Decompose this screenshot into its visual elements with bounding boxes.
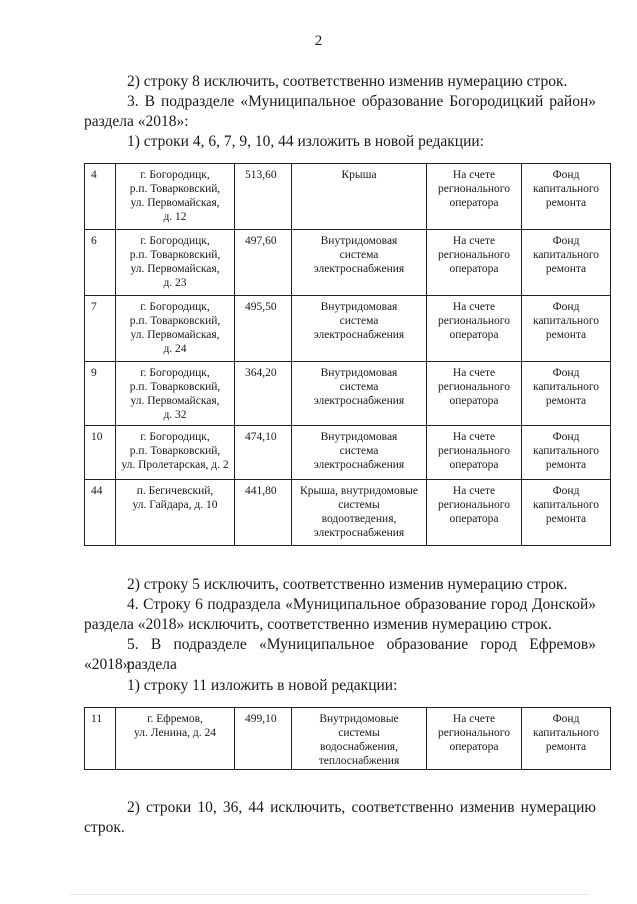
account-cell-line: оператора xyxy=(449,459,499,471)
bogoroditsk-table xyxy=(84,163,611,546)
fund-cell-line: ремонта xyxy=(545,513,587,525)
area-cell: 495,50 xyxy=(235,296,292,362)
address-cell xyxy=(116,362,235,426)
fund-cell-line: капитального xyxy=(532,249,600,261)
account-cell-line: На счете xyxy=(452,367,496,379)
work-type-cell-line: система xyxy=(339,315,379,327)
work-type-cell xyxy=(292,480,427,546)
fund-cell xyxy=(522,362,611,426)
address-cell-line: г. Ефремов, xyxy=(147,713,203,725)
fund-cell-line: ремонта xyxy=(545,329,587,341)
account-cell-line: На счете xyxy=(452,485,496,497)
account-cell xyxy=(427,362,522,426)
fund-cell xyxy=(522,708,611,770)
row-number: 9 xyxy=(85,362,116,426)
scan-artifact-line xyxy=(70,894,590,895)
fund-cell-line: капитального xyxy=(532,445,600,457)
work-type-cell-line: Крыша, внутридомовые xyxy=(300,485,418,497)
account-cell-line: регионального xyxy=(438,249,510,261)
page-number: 2 xyxy=(314,33,323,49)
account-cell-line: регионального xyxy=(438,727,510,739)
address-cell xyxy=(116,708,235,770)
paragraph-exclude-line-5: 2) строку 5 исключить, соответственно изменив нумерацию строк. xyxy=(127,576,568,593)
address-cell-line: ул. Пролетарская, д. 2 xyxy=(121,459,229,471)
table-row xyxy=(85,708,611,770)
fund-cell-line: Фонд xyxy=(552,367,580,379)
address-cell-line: д. 12 xyxy=(163,211,187,223)
account-cell-line: На счете xyxy=(452,301,496,313)
table-row xyxy=(85,296,611,362)
fund-cell-line: ремонта xyxy=(545,395,587,407)
fund-cell-line: Фонд xyxy=(552,713,580,725)
paragraph-efremov-heading-1: 5. В подразделе «Муниципальное образование город Ефремов» раздела xyxy=(127,636,596,673)
work-type-cell xyxy=(292,230,427,296)
paragraph-exclude-rows-2: строк. xyxy=(84,819,125,836)
table-row xyxy=(85,230,611,296)
paragraph-donskoy-2: раздела «2018» исключить, соответственно изменив нумерацию строк. xyxy=(84,616,552,633)
address-cell xyxy=(116,480,235,546)
work-type-cell-line: водоотведения, xyxy=(321,513,397,525)
fund-cell xyxy=(522,296,611,362)
work-type-cell-line: система xyxy=(339,249,379,261)
area-cell: 364,20 xyxy=(235,362,292,426)
row-number: 4 xyxy=(85,164,116,230)
paragraph-donskoy-1: 4. Строку 6 подраздела «Муниципальное образование город Донской» xyxy=(127,596,596,613)
address-cell-line: г. Богородицк, xyxy=(140,301,210,313)
account-cell-line: оператора xyxy=(449,329,499,341)
account-cell-line: На счете xyxy=(452,431,496,443)
address-cell-line: р.п. Товарковский, xyxy=(129,249,221,261)
fund-cell-line: капитального xyxy=(532,727,600,739)
address-cell-line: ул. Первомайская, xyxy=(130,197,220,209)
fund-cell-line: капитального xyxy=(532,315,600,327)
account-cell-line: оператора xyxy=(449,513,499,525)
row-number: 6 xyxy=(85,230,116,296)
area-cell: 513,60 xyxy=(235,164,292,230)
work-type-cell-line: Внутридомовая xyxy=(320,235,398,247)
table-row xyxy=(85,480,611,546)
address-cell-line: р.п. Товарковский, xyxy=(129,381,221,393)
work-type-cell xyxy=(292,426,427,480)
efremov-table xyxy=(84,707,611,770)
fund-cell-line: ремонта xyxy=(545,459,587,471)
row-number: 11 xyxy=(85,708,116,770)
paragraph-exclude-line-8: 2) строку 8 исключить, соответственно изменив нумерацию строк. xyxy=(127,73,568,90)
address-cell xyxy=(116,296,235,362)
address-cell-line: р.п. Товарковский, xyxy=(129,445,221,457)
work-type-cell-line: системы xyxy=(338,727,380,739)
fund-cell-line: ремонта xyxy=(545,741,587,753)
work-type-cell xyxy=(292,164,427,230)
work-type-cell-line: Крыша xyxy=(341,169,377,181)
paragraph-rows-restate: 1) строки 4, 6, 7, 9, 10, 44 изложить в новой редакции: xyxy=(127,133,484,150)
address-cell-line: ул. Первомайская, xyxy=(130,329,220,341)
row-number: 44 xyxy=(85,480,116,546)
address-cell-line: д. 23 xyxy=(163,277,187,289)
fund-cell-line: капитального xyxy=(532,499,600,511)
account-cell-line: регионального xyxy=(438,315,510,327)
address-cell-line: г. Богородицк, xyxy=(140,169,210,181)
work-type-cell-line: система xyxy=(339,445,379,457)
fund-cell-line: капитального xyxy=(532,183,600,195)
address-cell xyxy=(116,426,235,480)
account-cell-line: На счете xyxy=(452,169,496,181)
account-cell-line: регионального xyxy=(438,499,510,511)
row-number: 10 xyxy=(85,426,116,480)
work-type-cell-line: водоснабжения, xyxy=(320,741,398,753)
fund-cell xyxy=(522,426,611,480)
address-cell-line: ул. Гайдара, д. 10 xyxy=(132,499,218,511)
table-row xyxy=(85,426,611,480)
work-type-cell xyxy=(292,362,427,426)
paragraph-exclude-rows-1: 2) строки 10, 36, 44 исключить, соответственно изменив нумерацию xyxy=(127,799,596,816)
work-type-cell-line: системы xyxy=(338,499,380,511)
account-cell-line: оператора xyxy=(449,741,499,753)
fund-cell-line: ремонта xyxy=(545,263,587,275)
account-cell-line: регионального xyxy=(438,381,510,393)
account-cell xyxy=(427,296,522,362)
work-type-cell-line: Внутридомовая xyxy=(320,431,398,443)
work-type-cell-line: Внутридомовые xyxy=(319,713,399,725)
address-cell-line: г. Богородицк, xyxy=(140,235,210,247)
paragraph-efremov-heading-2: «2018»: xyxy=(84,656,135,673)
fund-cell-line: капитального xyxy=(532,381,600,393)
table-row xyxy=(85,362,611,426)
work-type-cell-line: система xyxy=(339,381,379,393)
paragraph-bogoroditsk-heading-2: раздела «2018»: xyxy=(84,113,189,130)
work-type-cell-line: электроснабжения xyxy=(313,329,405,341)
account-cell-line: регионального xyxy=(438,445,510,457)
account-cell xyxy=(427,164,522,230)
address-cell-line: ул. Первомайская, xyxy=(130,395,220,407)
address-cell-line: д. 24 xyxy=(163,343,187,355)
address-cell-line: д. 32 xyxy=(163,409,187,421)
account-cell-line: оператора xyxy=(449,263,499,275)
account-cell xyxy=(427,426,522,480)
fund-cell xyxy=(522,230,611,296)
table-row xyxy=(85,164,611,230)
account-cell-line: На счете xyxy=(452,713,496,725)
area-cell: 497,60 xyxy=(235,230,292,296)
work-type-cell-line: электроснабжения xyxy=(313,395,405,407)
fund-cell-line: Фонд xyxy=(552,169,580,181)
account-cell xyxy=(427,708,522,770)
work-type-cell xyxy=(292,296,427,362)
work-type-cell-line: Внутридомовая xyxy=(320,301,398,313)
fund-cell xyxy=(522,164,611,230)
fund-cell-line: ремонта xyxy=(545,197,587,209)
account-cell-line: регионального xyxy=(438,183,510,195)
account-cell-line: оператора xyxy=(449,395,499,407)
work-type-cell-line: электроснабжения xyxy=(313,459,405,471)
address-cell xyxy=(116,164,235,230)
work-type-cell-line: электроснабжения xyxy=(313,263,405,275)
address-cell-line: ул. Первомайская, xyxy=(130,263,220,275)
address-cell-line: р.п. Товарковский, xyxy=(129,315,221,327)
account-cell xyxy=(427,230,522,296)
account-cell-line: оператора xyxy=(449,197,499,209)
work-type-cell-line: электроснабжения xyxy=(313,527,405,539)
area-cell: 441,80 xyxy=(235,480,292,546)
fund-cell-line: Фонд xyxy=(552,301,580,313)
paragraph-row-11-restate: 1) строку 11 изложить в новой редакции: xyxy=(127,677,398,694)
work-type-cell-line: Внутридомовая xyxy=(320,367,398,379)
fund-cell-line: Фонд xyxy=(552,431,580,443)
area-cell: 474,10 xyxy=(235,426,292,480)
paragraph-bogoroditsk-heading-1: 3. В подразделе «Муниципальное образование Богородицкий район» xyxy=(127,93,596,110)
area-cell: 499,10 xyxy=(235,708,292,770)
account-cell-line: На счете xyxy=(452,235,496,247)
fund-cell xyxy=(522,480,611,546)
address-cell-line: г. Богородицк, xyxy=(140,431,210,443)
address-cell xyxy=(116,230,235,296)
row-number: 7 xyxy=(85,296,116,362)
address-cell-line: п. Бегичевский, xyxy=(136,485,214,497)
account-cell xyxy=(427,480,522,546)
fund-cell-line: Фонд xyxy=(552,235,580,247)
address-cell-line: ул. Ленина, д. 24 xyxy=(134,727,216,739)
address-cell-line: р.п. Товарковский, xyxy=(129,183,221,195)
address-cell-line: г. Богородицк, xyxy=(140,367,210,379)
work-type-cell xyxy=(292,708,427,770)
work-type-cell-line: теплоснабжения xyxy=(318,755,400,767)
fund-cell-line: Фонд xyxy=(552,485,580,497)
